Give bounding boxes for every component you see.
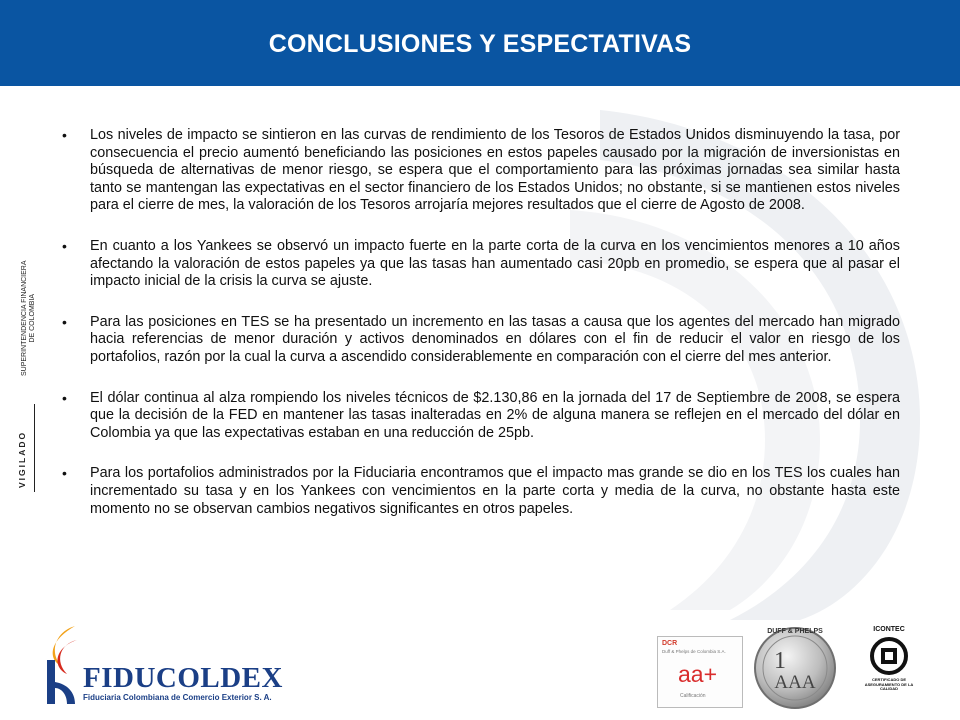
icontec-label: ICONTEC bbox=[873, 626, 905, 633]
fiducoldex-emblem-icon bbox=[45, 622, 79, 706]
bullet-text: Para los portafolios administrados por la Fiduciaria encontramos que el impacto mas grande se dio en los TES los cuales han incrementado su tasa y en los Yankees con vencimientos en la parte corta y media de la curva, no obstante hasta este momento no se observan cambios negativos significantes en otros papeles. bbox=[90, 465, 900, 517]
superintendencia-label bbox=[21, 260, 37, 376]
bullet-text: Los niveles de impacto se sintieron en las curvas de rendimiento de los Tesoros de Estados Unidos disminuyendo la tasa, por consecuencia el precio aumentó beneficiando las posiciones en estos papeles causado por la migración de inversionistas en búsqueda de alternativas de menor riesgo, se espera que el comportamiento para las próximas jornadas sea similar hasta tanto se mantengan las expectativas en el sector financiero de los Estados Unidos; no obstante, si se mantienen estos niveles para el cierre de mes, la valoración de los Tesoros arrojaría mejores resultados que el cierre de Agosto de 2008. bbox=[90, 127, 900, 214]
seal-name: DUFF & PHELPS bbox=[767, 628, 823, 635]
bullet-list bbox=[62, 127, 900, 541]
dcr-rating-value: aa+ bbox=[678, 661, 718, 687]
bullet-dot: • bbox=[62, 127, 67, 143]
fiducoldex-logo bbox=[45, 622, 283, 706]
bullet-item bbox=[62, 127, 900, 215]
dcr-rating-badge bbox=[657, 636, 743, 708]
vigilado-label: VIGILADO bbox=[17, 430, 27, 488]
seal-rating: AAA bbox=[774, 672, 816, 693]
header-bar bbox=[0, 0, 960, 86]
bullet-item bbox=[62, 238, 900, 291]
dcr-caption: Calificación bbox=[680, 693, 706, 699]
dcr-label: DCR bbox=[662, 640, 678, 647]
superintendencia-line2: DE COLOMBIA bbox=[29, 293, 36, 343]
icontec-logo-icon bbox=[863, 636, 915, 676]
page-title: CONCLUSIONES Y ESPECTATIVAS bbox=[268, 30, 692, 58]
icontec-cert-text: CERTIFICADO DE ASEGURAMIENTO DE LA CALIDAD bbox=[864, 677, 914, 691]
icontec-certification bbox=[863, 626, 915, 710]
bullet-text: Para las posiciones en TES se ha presentado un incremento en las tasas a causa que los agentes del mercado han migrado hacia referencias de menor duración y activos denominados en dólares con el fin de reducir el valor en riesgo de los portafolios, razón por la cual la curva a ascendido considerablemente en comparación con el cierre del mes anterior. bbox=[90, 313, 900, 365]
bullet-dot: • bbox=[62, 389, 67, 406]
logo-tagline: Fiduciaria Colombiana de Comercio Exterior S. A. bbox=[83, 693, 272, 702]
bullet-item bbox=[62, 390, 900, 443]
duff-phelps-seal bbox=[752, 618, 838, 712]
dcr-subtitle: Duff & Phelps de Colombia S.A. bbox=[662, 649, 726, 654]
bullet-dot: • bbox=[62, 465, 67, 482]
bullet-text: El dólar continua al alza rompiendo los niveles técnicos de $2.130,86 en la jornada del 17 de Septiembre de 2008, se espera que la decisión de la FED en mantener las tasas inalteradas en 2% de alguna manera se reflejen en el mercado del dólar en Colombia ya que las expectativas estaban en una reducción de 25pb. bbox=[90, 389, 900, 441]
logo-name: FIDUCOLDEX bbox=[83, 662, 283, 694]
bullet-dot: • bbox=[62, 313, 67, 330]
superintendencia-line1: SUPERINTENDENCIA FINANCIERA bbox=[21, 260, 28, 376]
bullet-text: En cuanto a los Yankees se observó un impacto fuerte en la parte corta de la curva en los vencimientos menores a 10 años afectando la valoración de estos papeles ya que las tasas han aumentado casi 20pb en promedio, se espera que al pasar el impacto inicial de la crisis la curva se ajuste. bbox=[90, 237, 900, 290]
bullet-item bbox=[62, 465, 900, 518]
bullet-dot: • bbox=[62, 237, 67, 254]
bullet-item bbox=[62, 314, 900, 367]
sidebar-divider bbox=[34, 404, 35, 492]
seal-rank: 1 bbox=[774, 648, 786, 674]
